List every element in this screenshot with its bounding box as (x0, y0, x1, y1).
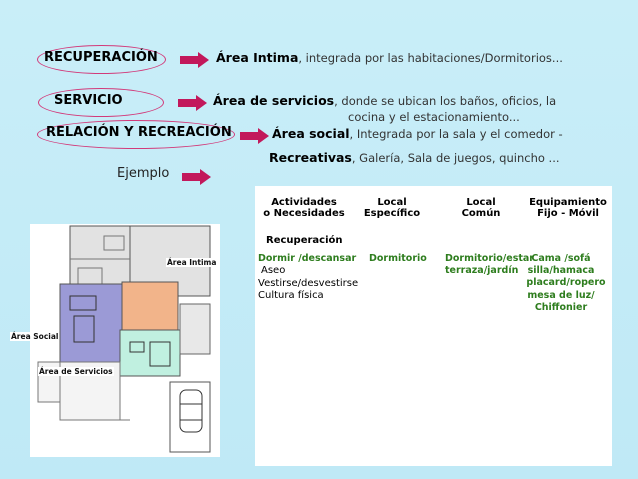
label-area-servicios: Área de Servicios (39, 367, 113, 376)
area-social-term: Área social (272, 126, 350, 141)
recreativas-desc: , Galería, Sala de juegos, quincho ... (351, 151, 560, 165)
area-social-desc: , Integrada por la sala y el comedor - (349, 127, 563, 141)
recuperacion-label: RECUPERACIÓN (44, 50, 158, 65)
local-comun-value-2: terraza/jardín (445, 265, 519, 276)
area-servicios-term: Área de servicios (213, 93, 335, 108)
recreativas-term: Recreativas (269, 150, 352, 165)
area-intima-line (216, 50, 563, 65)
arrow-right-icon (178, 95, 208, 111)
ejemplo-label: Ejemplo (117, 166, 170, 181)
activity-dormir: Dormir /descansar (258, 253, 357, 264)
area-servicios-line (213, 93, 556, 108)
area-servicios-desc-2: cocina y el estacionamiento... (348, 110, 520, 124)
arrow-right-icon (182, 169, 212, 185)
recreativas-line (269, 150, 560, 165)
local-especifico-value: Dormitorio (369, 253, 427, 264)
activity-cultura: Cultura física (258, 290, 324, 301)
equip-silla: silla/hamaca (527, 265, 595, 276)
area-intima-term: Área Intima (216, 50, 299, 65)
area-social-line (272, 126, 563, 141)
arrow-right-icon (240, 128, 270, 144)
equip-chiffonier: Chiffonier (534, 302, 588, 313)
equip-cama: Cama /sofá (531, 253, 591, 264)
header-local-especifico: Local Específico (363, 197, 421, 219)
header-equipamiento: Equipamiento Fijo - Móvil (529, 197, 607, 219)
equip-mesa: mesa de luz/ (527, 290, 595, 301)
section-recuperacion: Recuperación (266, 235, 343, 246)
activity-aseo: Aseo (261, 265, 286, 276)
header-local-comun: Local Común (461, 197, 501, 219)
label-area-social: Área Social (11, 332, 59, 341)
servicio-label: SERVICIO (54, 93, 123, 108)
equip-placard: placard/ropero (526, 277, 606, 288)
activities-panel (255, 186, 612, 466)
header-actividades: Actividades o Necesidades (263, 197, 345, 219)
activity-vestirse: Vestirse/desvestirse (258, 278, 359, 289)
area-intima-desc: , integrada por las habitaciones/Dormitorios... (298, 51, 563, 65)
label-area-intima: Área Intima (167, 258, 217, 267)
arrow-right-icon (180, 52, 210, 68)
area-servicios-desc: , donde se ubican los baños, oficios, la (334, 94, 557, 108)
local-comun-value-1: Dormitorio/estar (445, 253, 534, 264)
relacion-label: RELACIÓN Y RECREACIÓN (46, 125, 232, 140)
